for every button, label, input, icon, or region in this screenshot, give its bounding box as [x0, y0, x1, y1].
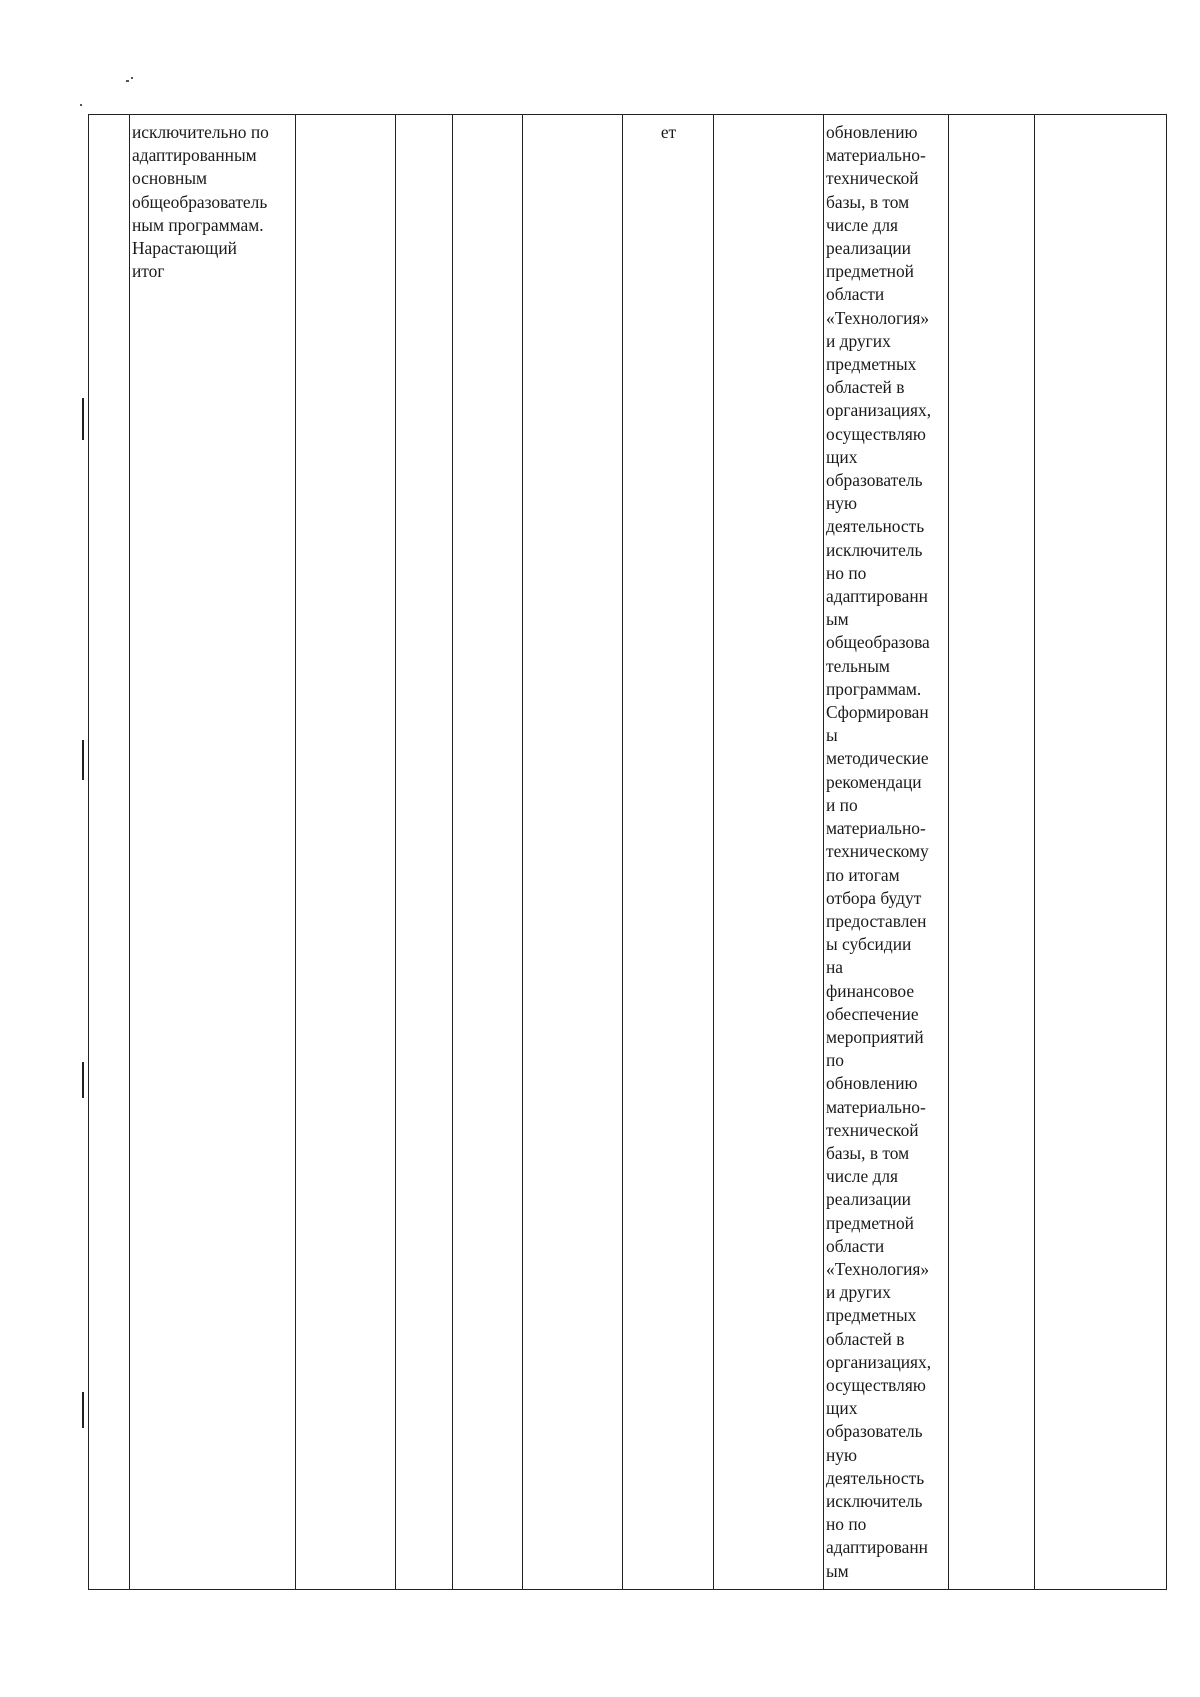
cell-empty-1: [296, 115, 396, 1590]
scan-speck: [126, 80, 129, 82]
cell-empty-3: [453, 115, 523, 1590]
binding-mark: [82, 398, 84, 440]
data-table: [88, 114, 1167, 1590]
indicator-text: исключительно по адаптированным основным общеобразователь ным программам. Нарастающий итог: [132, 122, 269, 282]
cell-indicator: [130, 115, 296, 1590]
binding-mark: [82, 740, 84, 780]
cell-empty-2: [396, 115, 453, 1590]
binding-mark: [82, 1392, 84, 1428]
table-row: [89, 115, 1167, 1590]
scan-speck: [131, 77, 133, 79]
data-table-frame: [88, 114, 1166, 1590]
cell-year: [623, 115, 714, 1590]
scan-speck: [80, 104, 82, 106]
result-text: обновлению материально- технической базы, в том числе для реализации предметной области «Технология» и других предметных областей в организациях, осуществляю щих образователь ную деятельность исключитель но по адаптированн ым общеобразова тельным программам. Сформирован ы методические рекомендаци и по материально- техническому по итогам отбора будут предоставлен ы субсидии на финансовое обеспечение мероприятий по обновлению материально- технической базы, в том числе для реализации предметной области «Технология» и других предметных областей в организациях, осуществляю щих образователь ную деятельность исключитель но по адаптированн ым: [826, 122, 932, 1581]
cell-empty-7: [1035, 115, 1167, 1590]
cell-result: [824, 115, 949, 1590]
cell-empty-5: [714, 115, 824, 1590]
binding-mark: [82, 1062, 84, 1098]
cell-empty-6: [949, 115, 1035, 1590]
cell-number: [89, 115, 130, 1590]
year-fragment-text: ет: [660, 122, 677, 142]
cell-empty-4: [523, 115, 623, 1590]
